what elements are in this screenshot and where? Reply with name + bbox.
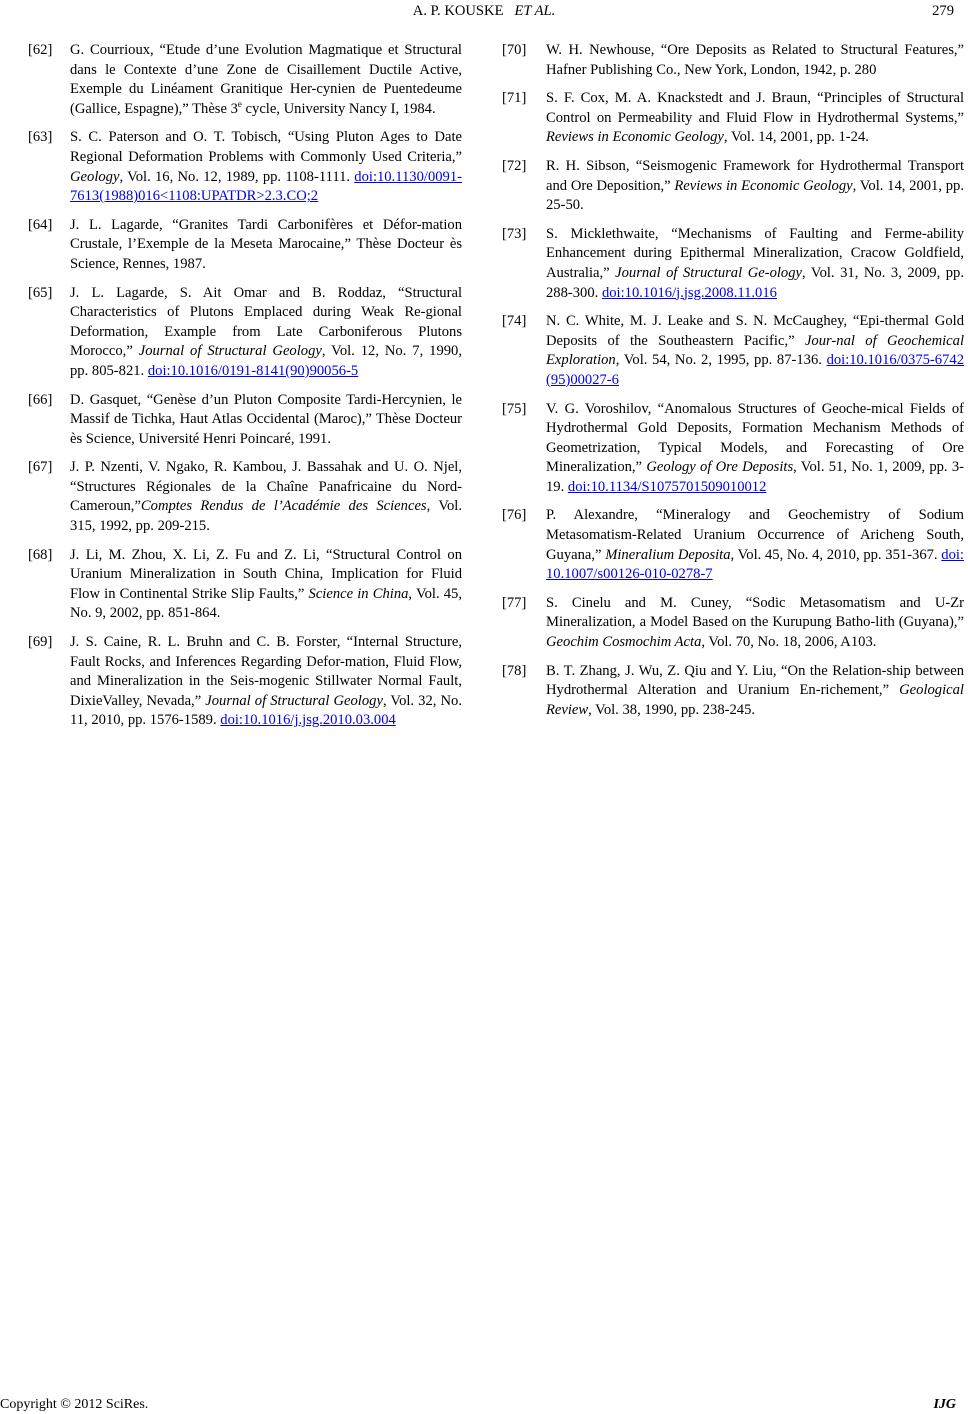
reference-text: J. Li, M. Zhou, X. Li, Z. Fu and Z. Li, “Structural Control on Uranium Mineralization in South China, Implication for Fluid Flow in Continental Strike Slip Faults,” — [70, 546, 462, 602]
journal-title: Journal of Structural Geology — [138, 343, 322, 360]
reference-item — [28, 458, 462, 536]
reference-label: [76] — [502, 507, 527, 524]
doi-link[interactable]: doi:10.1016/j.jsg.2010.03.004 — [220, 712, 396, 729]
copyright-footer: Copyright © 2012 SciRes. — [0, 1397, 149, 1412]
references-right-column — [502, 41, 964, 729]
reference-label: [74] — [502, 313, 527, 330]
reference-text: , Vol. 45, No. 9, 2002, pp. 851-864. — [70, 585, 462, 622]
reference-text: , Vol. 14, 2001, pp. 25-50. — [546, 177, 964, 214]
doi-link[interactable]: doi:10.1007/s00126-010-0278-7 — [546, 546, 964, 583]
reference-label: [73] — [502, 225, 527, 242]
reference-label: [72] — [502, 157, 527, 174]
reference-text: , Vol. 38, 1990, pp. 238-245. — [588, 701, 756, 718]
reference-item — [502, 400, 964, 498]
running-header — [0, 2, 968, 22]
reference-label: [75] — [502, 400, 527, 417]
reference-item — [28, 546, 462, 624]
reference-text: R. H. Sibson, “Seismogenic Framework for Hydrothermal Transport and Ore Deposition,” — [546, 157, 964, 194]
journal-title: Jour-nal of Geochemical Exploration — [546, 332, 964, 369]
reference-label: [63] — [28, 129, 53, 146]
reference-label: [64] — [28, 216, 53, 233]
doi-link[interactable]: doi:10.1134/S1075701509010012 — [567, 478, 767, 495]
reference-text: S. C. Paterson and O. T. Tobisch, “Using Pluton Ages to Date Regional Deformation Problems with Commonly Used Criteria,” — [70, 129, 462, 165]
doi-link[interactable]: doi:10.1016/0375-6742(95)00027-6 — [546, 352, 964, 388]
reference-item — [502, 594, 964, 653]
reference-text: J. S. Caine, R. L. Bruhn and C. B. Forster, “Internal Structure, Fault Rocks, and Inferences Regarding Defor-mation, Fluid Flow, and Mineralization in the Seis-mogenic Stillwater Normal Fault, DixieValley, Nevada,” — [70, 634, 462, 709]
journal-title: Reviews in Economic Geology — [674, 177, 853, 194]
journal-title: Reviews in Economic Geology — [546, 129, 724, 146]
reference-text: J. L. Lagarde, “Granites Tardi Carbonifères et Défor-mation Crustale, l’Exemple de la Meseta Marocaine,” Thèse Docteur ès Science, Rennes, 1987. — [70, 216, 462, 272]
reference-text: , Vol. 45, No. 4, 2010, pp. 351-367. — [730, 546, 942, 563]
reference-text: , Vol. 12, No. 7, 1990, pp. 805-821. — [70, 343, 462, 379]
reference-text: P. Alexandre, “Mineralogy and Geochemistry of Sodium Metasomatism-Related Uranium Occurrence of Aricheng South, Guyana,” — [546, 507, 964, 563]
reference-label: [62] — [28, 42, 53, 58]
reference-text: , Vol. 31, No. 3, 2009, pp. 288-300. — [546, 264, 964, 301]
reference-label: [70] — [502, 42, 527, 58]
reference-item — [28, 41, 462, 119]
journal-title: Geochim Cosmochim Acta — [546, 634, 702, 651]
journal-title: Science in China — [308, 585, 409, 602]
page-number: 279 — [932, 3, 954, 19]
reference-item — [502, 41, 964, 80]
reference-text: W. H. Newhouse, “Ore Deposits as Related to Structural Features,” Hafner Publishing Co., New York, London, 1942, p. 280 — [546, 42, 964, 78]
doi-link[interactable]: doi:10.1016/0191-8141(90)90056-5 — [147, 362, 359, 379]
doi-link[interactable]: doi:10.1130/0091-7613(1988)016<1108:UPATDR>2.3.CO;2 — [70, 168, 462, 205]
reference-label: [67] — [28, 459, 53, 476]
reference-text: , Vol. 14, 2001, pp. 1-24. — [723, 129, 869, 146]
journal-title: Geology of Ore Deposits — [646, 459, 794, 476]
reference-label: [66] — [28, 391, 53, 408]
reference-label: [65] — [28, 284, 53, 301]
reference-text: V. G. Voroshilov, “Anomalous Structures of Geoche-mical Fields of Hydrothermal Gold Deposits, Formation Mechanism Methods of Geometrization, Typical Models, and Forecasting of Ore Mineralization,” — [546, 400, 964, 476]
reference-text: , Vol. 16, No. 12, 1989, pp. 1108-1111. — [119, 168, 355, 185]
reference-text: N. C. White, M. J. Leake and S. N. McCaughey, “Epi-thermal Gold Deposits of the Southeastern Pacific,” — [546, 313, 964, 349]
reference-label: [71] — [502, 90, 527, 107]
reference-text: , Vol. 54, No. 2, 1995, pp. 87-136. — [615, 352, 827, 369]
journal-title: Journal of Structural Geology — [205, 692, 383, 709]
journal-abbrev: IJG — [933, 1397, 956, 1412]
reference-text: cycle, University Nancy I, 1984. — [241, 100, 436, 117]
reference-item — [28, 284, 462, 382]
reference-text: S. F. Cox, M. A. Knackstedt and J. Braun, “Principles of Structural Control on Permeability and Fluid Flow in Hydrothermal Systems,” — [546, 90, 964, 126]
references-left-column — [28, 41, 462, 740]
reference-text: , Vol. 51, No. 1, 2009, pp. 3-19. — [546, 459, 964, 495]
reference-text: G. Courrioux, “Etude d’une Evolution Magmatique et Structural dans le Contexte d’une Zone de Cisaillement Ductile Active, Exemple du Linéament Granitique Her-cynien de Puentedeume (Gallice, Espagne),” Thèse 3 — [70, 42, 462, 117]
reference-item — [28, 216, 462, 275]
reference-text: D. Gasquet, “Genèse d’un Pluton Composite Tardi-Hercynien, le Massif de Tichka, Haut Atlas Occidental (Maroc),” Thèse Docteur ès Science, Université Henri Poincaré, 1991. — [70, 391, 462, 447]
reference-text: B. T. Zhang, J. Wu, Z. Qiu and Y. Liu, “On the Relation-ship between Hydrothermal Alteration and Uranium En-richement,” — [546, 662, 964, 699]
reference-text: , Vol. 32, No. 11, 2010, pp. 1576-1589. — [70, 692, 462, 729]
journal-title: Journal of Structural Ge-ology — [615, 264, 802, 281]
journal-title: Mineralium Deposita — [605, 546, 731, 563]
reference-text: , Vol. 70, No. 18, 2006, A103. — [701, 634, 877, 651]
journal-title: Geology — [70, 168, 120, 185]
reference-label: [68] — [28, 546, 53, 563]
reference-item — [502, 157, 964, 216]
reference-text: S. Micklethwaite, “Mechanisms of Faulting and Ferme-ability Enhancement during Epithermal Mineralization, Cracow Goldfield, Australia,” — [546, 225, 964, 281]
reference-text: , Vol. 315, 1992, pp. 209-215. — [70, 498, 462, 535]
reference-item — [502, 506, 964, 584]
reference-item — [502, 662, 964, 721]
reference-item — [502, 89, 964, 148]
journal-title: Comptes Rendus de l’Académie des Sciences — [140, 498, 427, 515]
reference-label: [69] — [28, 634, 53, 651]
reference-text: J. L. Lagarde, S. Ait Omar and B. Roddaz, “Structural Characteristics of Plutons Emplaced during Weak Re-gional Deformation, Example from Late Carboniferous Plutons Morocco,” — [70, 284, 462, 360]
reference-item — [28, 391, 462, 450]
reference-text: S. Cinelu and M. Cuney, “Sodic Metasomatism and U-Zr Mineralization, a Model Based on the Kurupung Batho-lith (Guyana),” — [546, 594, 964, 631]
reference-item — [28, 633, 462, 731]
doi-link[interactable]: doi:10.1016/j.jsg.2008.11.016 — [601, 284, 777, 301]
reference-item — [502, 312, 964, 390]
reference-item — [502, 225, 964, 303]
header-authors: A. P. KOUSKE — [412, 3, 504, 19]
header-etal: ET AL. — [514, 3, 556, 19]
journal-title: Geological Review — [546, 682, 964, 718]
reference-item — [28, 128, 462, 206]
reference-label: [78] — [502, 662, 527, 679]
reference-text: J. P. Nzenti, V. Ngako, R. Kambou, J. Bassahak and U. O. Njel, “Structures Régionales de la Chaîne Panafricaine du Nord-Cameroun,” — [70, 459, 462, 515]
reference-label: [77] — [502, 594, 527, 611]
reference-text: e — [237, 98, 242, 109]
